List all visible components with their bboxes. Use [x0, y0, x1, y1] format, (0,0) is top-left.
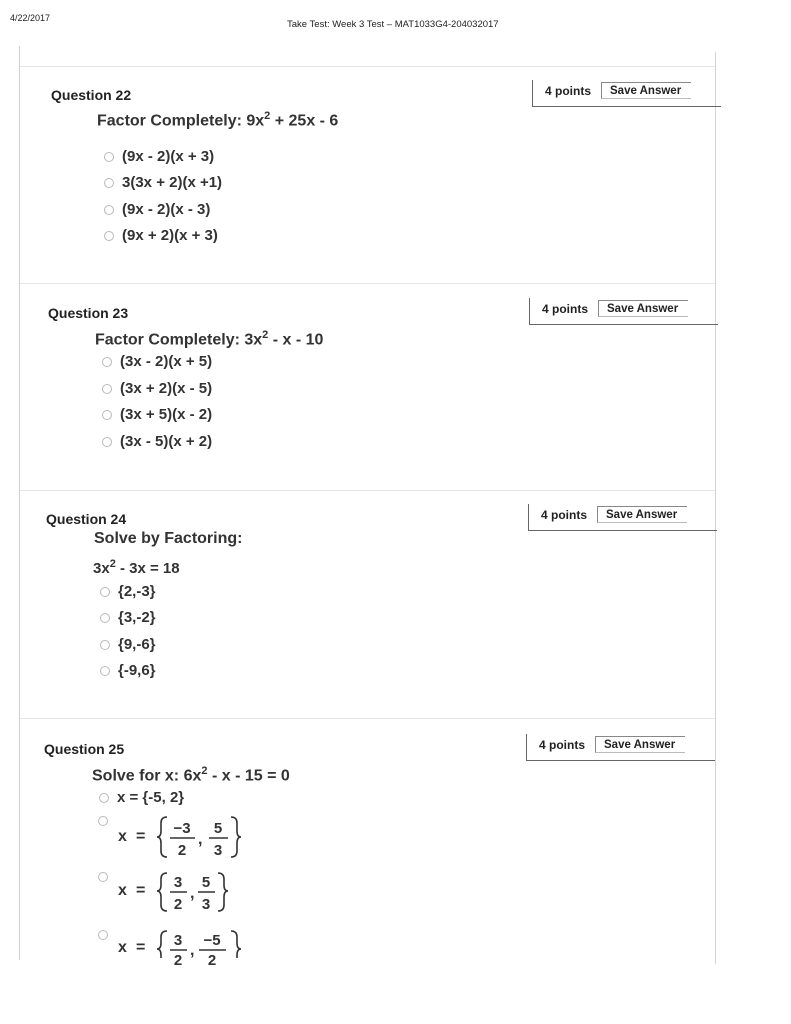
comma: ,: [198, 831, 203, 848]
left-brace-icon: [157, 873, 167, 911]
save-answer-button[interactable]: Save Answer: [598, 300, 688, 317]
numerator: 5: [201, 874, 211, 891]
equation: $3x^2 - 3x = 18$: [93, 558, 180, 577]
right-brace-icon: [218, 873, 228, 911]
points-value: 4 points: [545, 84, 592, 98]
points-box: [526, 734, 715, 761]
save-answer-button[interactable]: Save Answer: [601, 82, 691, 99]
numerator: 3: [173, 874, 183, 891]
radio-button[interactable]: [100, 587, 110, 597]
radio-button[interactable]: [104, 231, 114, 241]
radio-button[interactable]: [104, 178, 114, 188]
question-prompt: Factor Completely: $3x^2$ - x - 10: [95, 329, 324, 349]
variable-x: x: [118, 882, 127, 899]
points-value: 4 points: [541, 508, 588, 522]
fraction-answer: [118, 928, 268, 969]
radio-button[interactable]: [102, 384, 112, 394]
left-brace-icon: [157, 931, 167, 958]
points-value: 4 points: [539, 738, 586, 752]
numerator: 3: [173, 932, 183, 949]
equals-sign: =: [136, 939, 146, 956]
denominator: 2: [207, 952, 217, 969]
denominator: 2: [177, 842, 187, 859]
radio-button[interactable]: [99, 793, 109, 803]
right-brace-icon: [231, 817, 241, 857]
points-value: 4 points: [542, 302, 589, 316]
points-box: [529, 298, 718, 325]
question-label: Question 25: [44, 741, 125, 757]
radio-button[interactable]: [98, 816, 108, 826]
points-box: [532, 80, 721, 107]
radio-button[interactable]: [100, 666, 110, 676]
radio-button[interactable]: [98, 930, 108, 940]
content-frame-left-border: [19, 46, 20, 960]
numerator: −3: [173, 820, 191, 837]
question-label: Question 23: [48, 305, 129, 321]
radio-button[interactable]: [104, 152, 114, 162]
left-brace-icon: [157, 817, 167, 857]
points-box: [528, 504, 717, 531]
save-answer-button[interactable]: Save Answer: [595, 736, 685, 753]
denominator: 3: [201, 896, 211, 913]
numerator: 5: [213, 820, 223, 837]
question-separator: [20, 283, 715, 284]
radio-button[interactable]: [102, 357, 112, 367]
right-brace-icon: [231, 931, 241, 958]
question-separator: [20, 490, 715, 491]
question-prompt: Factor Completely: $9x^2 + 25x - 6$: [97, 110, 339, 130]
radio-button[interactable]: [100, 613, 110, 623]
comma: ,: [190, 885, 195, 902]
radio-button[interactable]: [104, 205, 114, 215]
save-answer-button[interactable]: Save Answer: [597, 506, 687, 523]
variable-x: x: [118, 939, 127, 956]
equals-sign: =: [136, 882, 146, 899]
question-prompt: Solve for x: $6x^2 - x - 15 = 0$: [92, 765, 290, 785]
question-label: Question 24: [46, 511, 127, 527]
variable-x: x: [118, 828, 127, 845]
page-title: Take Test: Week 3 Test – MAT1033G4-204032017: [287, 19, 499, 30]
equals-sign: =: [136, 828, 146, 845]
radio-button[interactable]: [100, 640, 110, 650]
fraction-answer: [118, 814, 268, 867]
radio-button[interactable]: [98, 872, 108, 882]
denominator: 2: [173, 952, 183, 969]
radio-button[interactable]: [102, 410, 112, 420]
question-label: Question 22: [51, 87, 132, 103]
question-separator: [20, 66, 715, 67]
question-prompt: Solve by Factoring:: [94, 530, 243, 547]
denominator: 2: [173, 896, 183, 913]
comma: ,: [190, 942, 195, 959]
question-separator: [20, 718, 715, 719]
denominator: 3: [213, 842, 223, 859]
numerator: −5: [203, 932, 221, 949]
radio-button[interactable]: [102, 437, 112, 447]
print-date: 4/22/2017: [10, 13, 51, 23]
fraction-answer: [118, 870, 268, 923]
